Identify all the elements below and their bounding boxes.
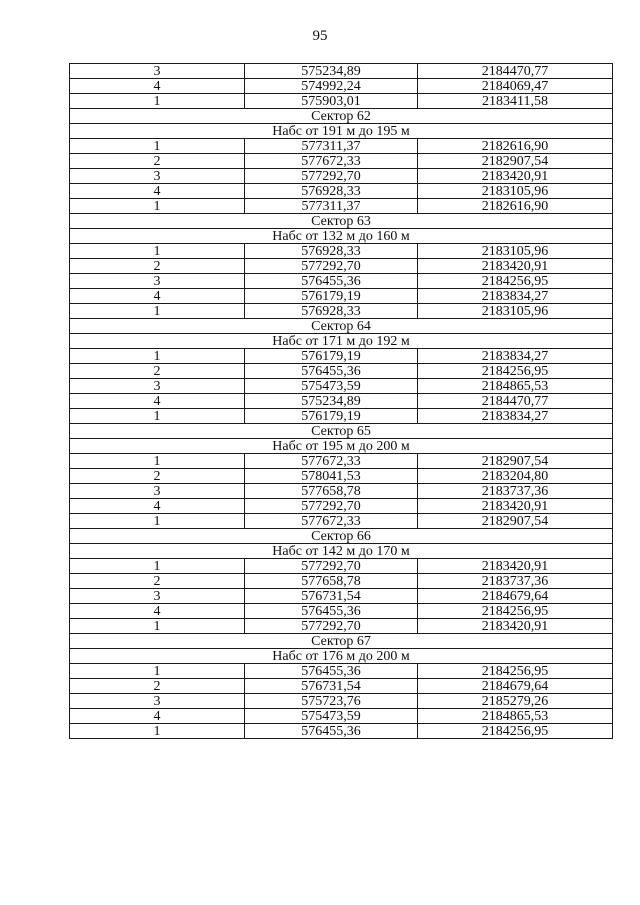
y-coordinate-cell: 2185279,26 — [418, 694, 613, 709]
x-coordinate-cell: 576179,19 — [245, 409, 418, 424]
y-coordinate-cell: 2183420,91 — [418, 259, 613, 274]
x-coordinate-cell: 575903,01 — [245, 94, 418, 109]
point-number-cell: 3 — [70, 274, 245, 289]
sector-header-cell: Набс от 176 м до 200 м — [70, 649, 613, 664]
sector-header-row — [70, 109, 613, 124]
x-coordinate-cell: 576928,33 — [245, 304, 418, 319]
table-row — [70, 364, 613, 379]
sector-header-row — [70, 424, 613, 439]
x-coordinate-cell: 576455,36 — [245, 274, 418, 289]
point-number-cell: 1 — [70, 94, 245, 109]
x-coordinate-cell: 577658,78 — [245, 484, 418, 499]
table-row — [70, 409, 613, 424]
table-row — [70, 79, 613, 94]
sector-header-cell: Набс от 191 м до 195 м — [70, 124, 613, 139]
y-coordinate-cell: 2184470,77 — [418, 394, 613, 409]
x-coordinate-cell: 576731,54 — [245, 679, 418, 694]
point-number-cell: 1 — [70, 304, 245, 319]
sector-header-cell: Набс от 171 м до 192 м — [70, 334, 613, 349]
y-coordinate-cell: 2184470,77 — [418, 64, 613, 79]
sector-header-row — [70, 544, 613, 559]
y-coordinate-cell: 2183105,96 — [418, 184, 613, 199]
point-number-cell: 1 — [70, 514, 245, 529]
table-row — [70, 604, 613, 619]
y-coordinate-cell: 2184069,47 — [418, 79, 613, 94]
point-number-cell: 1 — [70, 724, 245, 739]
x-coordinate-cell: 577311,37 — [245, 199, 418, 214]
x-coordinate-cell: 577311,37 — [245, 139, 418, 154]
table-row — [70, 724, 613, 739]
table-row — [70, 679, 613, 694]
point-number-cell: 1 — [70, 244, 245, 259]
table-row — [70, 694, 613, 709]
point-number-cell: 3 — [70, 589, 245, 604]
x-coordinate-cell: 576455,36 — [245, 364, 418, 379]
x-coordinate-cell: 576179,19 — [245, 349, 418, 364]
point-number-cell: 1 — [70, 559, 245, 574]
sector-header-cell: Набс от 132 м до 160 м — [70, 229, 613, 244]
x-coordinate-cell: 576928,33 — [245, 244, 418, 259]
sector-header-row — [70, 124, 613, 139]
x-coordinate-cell: 575723,76 — [245, 694, 418, 709]
y-coordinate-cell: 2184256,95 — [418, 364, 613, 379]
point-number-cell: 2 — [70, 679, 245, 694]
table-row — [70, 469, 613, 484]
y-coordinate-cell: 2183420,91 — [418, 169, 613, 184]
point-number-cell: 4 — [70, 604, 245, 619]
sector-header-cell: Сектор 62 — [70, 109, 613, 124]
point-number-cell: 4 — [70, 709, 245, 724]
table-row — [70, 199, 613, 214]
x-coordinate-cell: 577292,70 — [245, 559, 418, 574]
coordinates-table — [69, 63, 613, 739]
x-coordinate-cell: 577658,78 — [245, 574, 418, 589]
y-coordinate-cell: 2183105,96 — [418, 304, 613, 319]
sector-header-row — [70, 439, 613, 454]
point-number-cell: 1 — [70, 139, 245, 154]
x-coordinate-cell: 578041,53 — [245, 469, 418, 484]
x-coordinate-cell: 575234,89 — [245, 64, 418, 79]
table-row — [70, 304, 613, 319]
y-coordinate-cell: 2183737,36 — [418, 484, 613, 499]
y-coordinate-cell: 2183834,27 — [418, 349, 613, 364]
x-coordinate-cell: 574992,24 — [245, 79, 418, 94]
table-row — [70, 64, 613, 79]
table-row — [70, 379, 613, 394]
y-coordinate-cell: 2183737,36 — [418, 574, 613, 589]
table-row — [70, 574, 613, 589]
y-coordinate-cell: 2183204,80 — [418, 469, 613, 484]
table-row — [70, 274, 613, 289]
point-number-cell: 4 — [70, 79, 245, 94]
y-coordinate-cell: 2182616,90 — [418, 199, 613, 214]
table-row — [70, 154, 613, 169]
sector-header-row — [70, 229, 613, 244]
point-number-cell: 3 — [70, 169, 245, 184]
y-coordinate-cell: 2184256,95 — [418, 664, 613, 679]
coordinates-table-body — [70, 64, 613, 739]
x-coordinate-cell: 576455,36 — [245, 724, 418, 739]
point-number-cell: 4 — [70, 394, 245, 409]
y-coordinate-cell: 2184865,53 — [418, 709, 613, 724]
sector-header-row — [70, 529, 613, 544]
point-number-cell: 2 — [70, 469, 245, 484]
table-row — [70, 394, 613, 409]
sector-header-row — [70, 319, 613, 334]
table-row — [70, 184, 613, 199]
x-coordinate-cell: 577672,33 — [245, 454, 418, 469]
point-number-cell: 2 — [70, 154, 245, 169]
point-number-cell: 2 — [70, 574, 245, 589]
sector-header-cell: Сектор 64 — [70, 319, 613, 334]
point-number-cell: 4 — [70, 184, 245, 199]
point-number-cell: 2 — [70, 259, 245, 274]
sector-header-cell: Сектор 65 — [70, 424, 613, 439]
sector-header-row — [70, 634, 613, 649]
point-number-cell: 1 — [70, 349, 245, 364]
point-number-cell: 2 — [70, 364, 245, 379]
y-coordinate-cell: 2183420,91 — [418, 619, 613, 634]
x-coordinate-cell: 575473,59 — [245, 379, 418, 394]
x-coordinate-cell: 577292,70 — [245, 619, 418, 634]
table-row — [70, 94, 613, 109]
y-coordinate-cell: 2183411,58 — [418, 94, 613, 109]
y-coordinate-cell: 2183834,27 — [418, 289, 613, 304]
y-coordinate-cell: 2184865,53 — [418, 379, 613, 394]
sector-header-cell: Сектор 63 — [70, 214, 613, 229]
y-coordinate-cell: 2182907,54 — [418, 514, 613, 529]
point-number-cell: 1 — [70, 664, 245, 679]
y-coordinate-cell: 2184256,95 — [418, 604, 613, 619]
x-coordinate-cell: 576455,36 — [245, 664, 418, 679]
y-coordinate-cell: 2184256,95 — [418, 724, 613, 739]
sector-header-cell: Набс от 142 м до 170 м — [70, 544, 613, 559]
table-row — [70, 664, 613, 679]
table-row — [70, 244, 613, 259]
y-coordinate-cell: 2182616,90 — [418, 139, 613, 154]
point-number-cell: 1 — [70, 619, 245, 634]
point-number-cell: 3 — [70, 379, 245, 394]
table-row — [70, 559, 613, 574]
x-coordinate-cell: 576928,33 — [245, 184, 418, 199]
point-number-cell: 4 — [70, 289, 245, 304]
sector-header-cell: Сектор 67 — [70, 634, 613, 649]
point-number-cell: 3 — [70, 64, 245, 79]
x-coordinate-cell: 575234,89 — [245, 394, 418, 409]
sector-header-row — [70, 649, 613, 664]
x-coordinate-cell: 577672,33 — [245, 514, 418, 529]
y-coordinate-cell: 2183420,91 — [418, 499, 613, 514]
table-row — [70, 589, 613, 604]
x-coordinate-cell: 577292,70 — [245, 169, 418, 184]
table-row — [70, 709, 613, 724]
point-number-cell: 3 — [70, 484, 245, 499]
table-row — [70, 259, 613, 274]
point-number-cell: 1 — [70, 409, 245, 424]
y-coordinate-cell: 2183834,27 — [418, 409, 613, 424]
table-row — [70, 514, 613, 529]
x-coordinate-cell: 577672,33 — [245, 154, 418, 169]
table-row — [70, 619, 613, 634]
x-coordinate-cell: 576455,36 — [245, 604, 418, 619]
table-row — [70, 139, 613, 154]
x-coordinate-cell: 576179,19 — [245, 289, 418, 304]
table-row — [70, 499, 613, 514]
point-number-cell: 1 — [70, 454, 245, 469]
y-coordinate-cell: 2184679,64 — [418, 679, 613, 694]
x-coordinate-cell: 577292,70 — [245, 499, 418, 514]
y-coordinate-cell: 2183105,96 — [418, 244, 613, 259]
sector-header-row — [70, 334, 613, 349]
sector-header-cell: Сектор 66 — [70, 529, 613, 544]
point-number-cell: 4 — [70, 499, 245, 514]
page-number: 95 — [312, 28, 328, 44]
sector-header-cell: Набс от 195 м до 200 м — [70, 439, 613, 454]
point-number-cell: 3 — [70, 694, 245, 709]
x-coordinate-cell: 577292,70 — [245, 259, 418, 274]
y-coordinate-cell: 2182907,54 — [418, 454, 613, 469]
table-row — [70, 484, 613, 499]
y-coordinate-cell: 2184679,64 — [418, 589, 613, 604]
x-coordinate-cell: 576731,54 — [245, 589, 418, 604]
table-row — [70, 454, 613, 469]
table-row — [70, 289, 613, 304]
y-coordinate-cell: 2183420,91 — [418, 559, 613, 574]
sector-header-row — [70, 214, 613, 229]
table-row — [70, 349, 613, 364]
point-number-cell: 1 — [70, 199, 245, 214]
x-coordinate-cell: 575473,59 — [245, 709, 418, 724]
y-coordinate-cell: 2184256,95 — [418, 274, 613, 289]
table-row — [70, 169, 613, 184]
y-coordinate-cell: 2182907,54 — [418, 154, 613, 169]
